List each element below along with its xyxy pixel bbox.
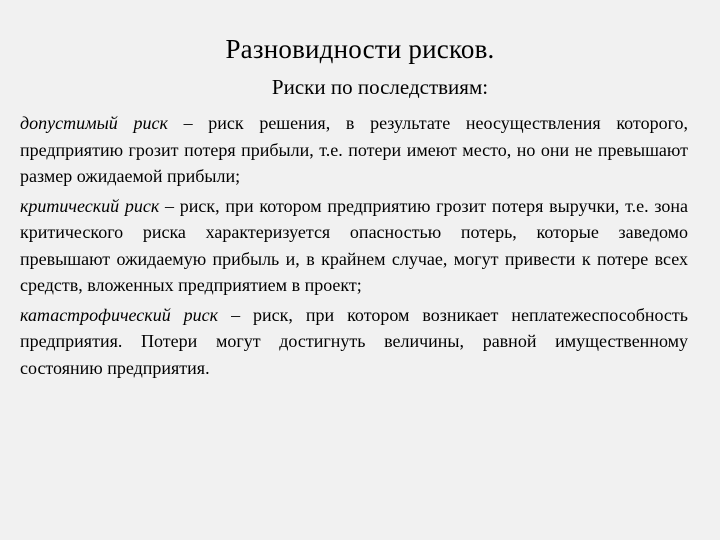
- term-critical-risk: критический риск: [20, 195, 160, 216]
- definition-item-acceptable-risk: [20, 110, 688, 190]
- definition-item-catastrophic-risk: [20, 302, 688, 382]
- definition-critical-risk: – риск, при котором предприятию грозит потеря выручки, т.е. зона критического риска характеризуется опасностью потерь, которые заведомо превышают ожидаемую прибыль и, в крайнем случае, могут привести к потере всех средств, вложенных предприятием в проект;: [20, 195, 689, 295]
- slide-title: Разновидности рисков.: [225, 34, 495, 64]
- term-catastrophic-risk: катастрофический риск: [20, 304, 219, 325]
- definition-catastrophic-risk: – риск, при котором возникает неплатежеспособность предприятия. Потери могут достигнуть величины, равной имущественному состоянию предприятия.: [20, 304, 688, 378]
- term-acceptable-risk: допустимый риск: [20, 113, 168, 133]
- definition-acceptable-risk: – риск решения, в результате неосуществления которого, предприятию грозит потеря прибыли, т.е. потери имеют место, но они не превышают размер ожидаемой прибыли;: [20, 113, 688, 186]
- slide-subtitle: Риски по последствиям:: [271, 75, 489, 99]
- definitions-list: [20, 110, 688, 384]
- definition-item-critical-risk: [20, 193, 688, 299]
